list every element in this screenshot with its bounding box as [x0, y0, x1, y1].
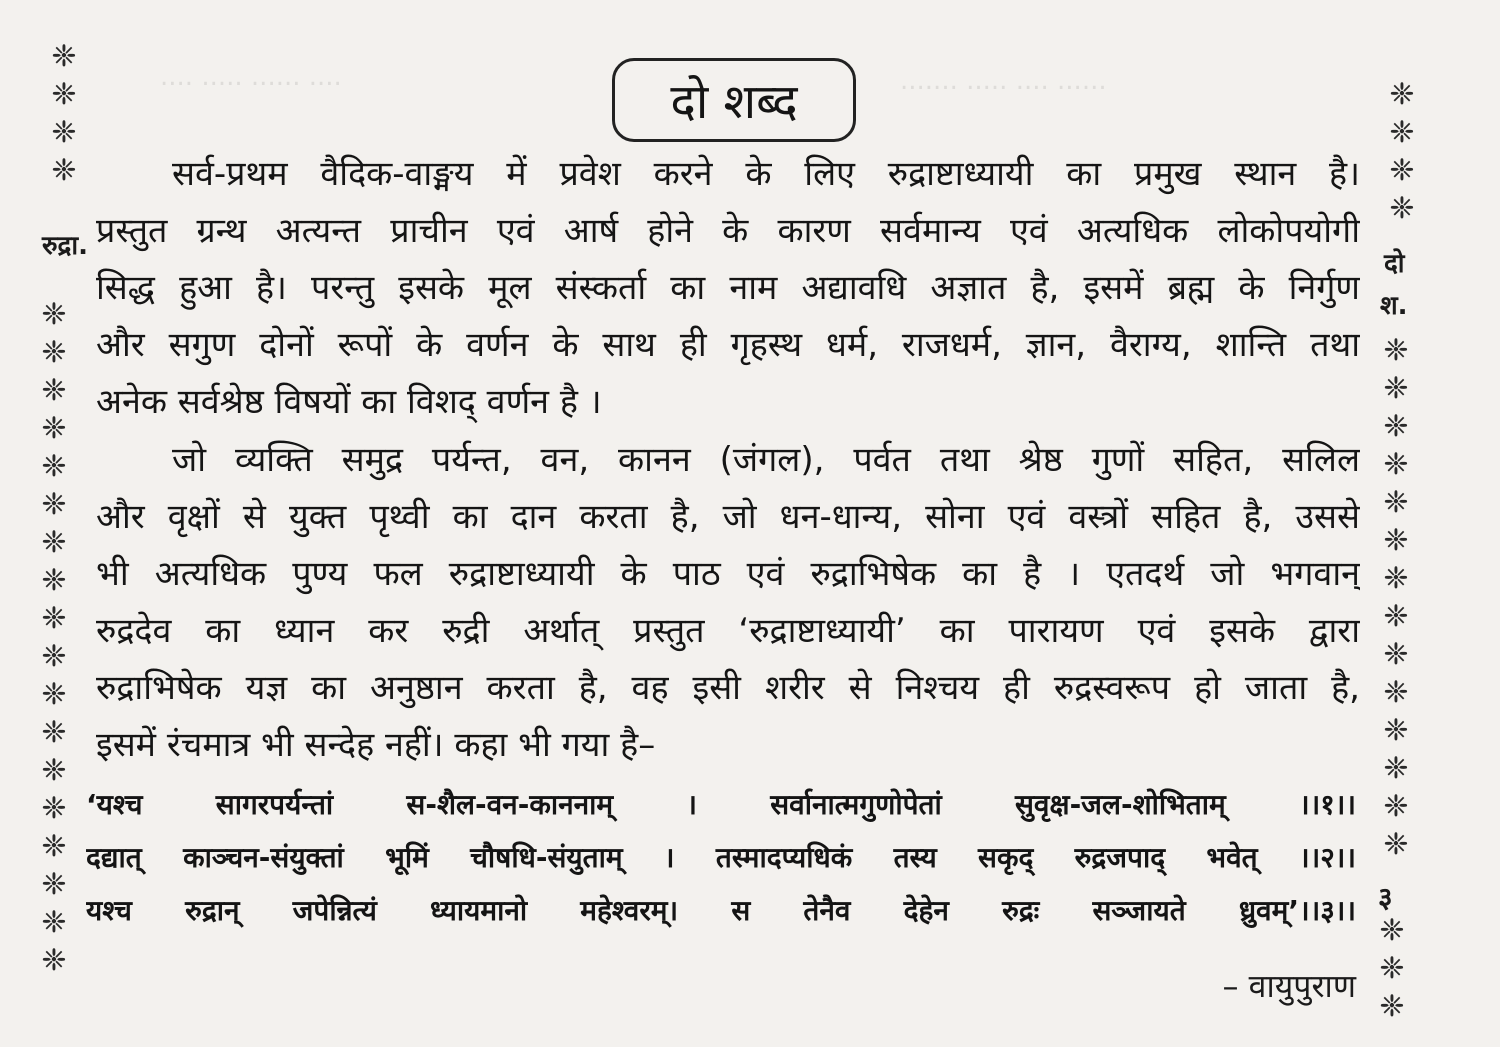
border-ornament: ❈ [1389, 115, 1415, 150]
border-ornament: ❈ [1383, 827, 1409, 862]
page-title-box [612, 58, 856, 142]
border-ornament: ❈ [41, 639, 67, 674]
border-ornament: ❈ [51, 153, 77, 188]
paragraph-line: अनेक सर्वश्रेष्ठ विषयों का विशद् वर्णन है । [96, 382, 602, 422]
left-decorative-border-top [38, 38, 90, 190]
verse-line: यश्च रुद्रान् जपेन्नित्यं ध्यायमानो महेश्वरम्। स तेनैव देहेन रुद्रः सञ्जायते ध्रुवम्’।।३।। [86, 894, 1356, 927]
paragraph-line: रुद्राभिषेक यज्ञ का अनुष्ठान करता है, वह इसी शरीर से निश्चय ही रुद्रस्वरूप हो जाता है, [96, 668, 1360, 708]
left-decorative-border-bottom [28, 296, 80, 980]
border-ornament: ❈ [1379, 951, 1405, 986]
right-decorative-border-bottom [1366, 912, 1418, 1026]
border-ornament: ❈ [1389, 191, 1415, 226]
border-ornament: ❈ [41, 601, 67, 636]
paragraph-line: सर्व-प्रथम वैदिक-वाङ्मय में प्रवेश करने के लिए रुद्राष्टाध्यायी का प्रमुख स्थान है। [172, 154, 1360, 194]
right-margin-label-bottom: श. [1380, 291, 1408, 321]
border-ornament: ❈ [41, 791, 67, 826]
paragraph-line: और वृक्षों से युक्त पृथ्वी का दान करता है, जो धन-धान्य, सोना एवं वस्त्रों सहित है, उससे [96, 497, 1360, 537]
left-margin-label: रुद्रा. [42, 231, 88, 261]
border-ornament: ❈ [41, 867, 67, 902]
border-ornament: ❈ [1389, 153, 1415, 188]
border-ornament: ❈ [1383, 523, 1409, 558]
border-ornament: ❈ [1383, 751, 1409, 786]
border-ornament: ❈ [41, 563, 67, 598]
paragraph-line: भी अत्यधिक पुण्य फल रुद्राष्टाध्यायी के पाठ एवं रुद्राभिषेक का है । एतदर्थ जो भगवान् [96, 554, 1360, 594]
border-ornament: ❈ [41, 411, 67, 446]
border-ornament: ❈ [51, 77, 77, 112]
border-ornament: ❈ [1383, 789, 1409, 824]
bleed-through-text: .... ..... ...... .... [160, 62, 342, 92]
paragraph-1 [96, 146, 1360, 431]
border-ornament: ❈ [1383, 371, 1409, 406]
border-ornament: ❈ [1383, 485, 1409, 520]
border-ornament: ❈ [1383, 637, 1409, 672]
paragraph-line: जो व्यक्ति समुद्र पर्यन्त, वन, कानन (जंगल), पर्वत तथा श्रेष्ठ गुणों सहित, सलिल [172, 440, 1360, 480]
border-ornament: ❈ [41, 335, 67, 370]
border-ornament: ❈ [51, 39, 77, 74]
border-ornament: ❈ [41, 905, 67, 940]
border-ornament: ❈ [1383, 599, 1409, 634]
border-ornament: ❈ [41, 449, 67, 484]
verse-attribution: – वायुपुराण [1222, 967, 1356, 1005]
right-decorative-border-middle [1370, 332, 1422, 864]
border-ornament: ❈ [41, 677, 67, 712]
border-ornament: ❈ [41, 753, 67, 788]
paragraph-line: प्रस्तुत ग्रन्थ अत्यन्त प्राचीन एवं आर्ष होने के कारण सर्वमान्य एवं अत्यधिक लोकोपयोगी [96, 211, 1360, 251]
border-ornament: ❈ [41, 829, 67, 864]
verse-line: दद्यात् काञ्चन-संयुक्तां भूमिं चौषधि-संयुताम् । तस्मादप्यधिकं तस्य सकृद् रुद्रजपाद् भवेत् ।।२।। [86, 841, 1356, 874]
bleed-through-text: ....... ..... .... ...... [900, 66, 1107, 96]
border-ornament: ❈ [41, 525, 67, 560]
border-ornament: ❈ [1379, 913, 1405, 948]
page-number: ३ [1378, 881, 1393, 914]
border-ornament: ❈ [41, 487, 67, 522]
border-ornament: ❈ [41, 943, 67, 978]
verse-block [86, 778, 1356, 937]
paragraph-line: सिद्ध हुआ है। परन्तु इसके मूल संस्कर्ता का नाम अद्यावधि अज्ञात है, इसमें ब्रह्म के निर्गुण [96, 268, 1360, 308]
paragraph-line: और सगुण दोनों रूपों के वर्णन के साथ ही गृहस्थ धर्म, राजधर्म, ज्ञान, वैराग्य, शान्ति तथा [96, 325, 1360, 365]
border-ornament: ❈ [41, 297, 67, 332]
right-decorative-border-top [1376, 76, 1428, 228]
border-ornament: ❈ [1383, 333, 1409, 368]
border-ornament: ❈ [41, 715, 67, 750]
border-ornament: ❈ [1383, 713, 1409, 748]
border-ornament: ❈ [1379, 989, 1405, 1024]
border-ornament: ❈ [1383, 561, 1409, 596]
border-ornament: ❈ [1383, 447, 1409, 482]
border-ornament: ❈ [1389, 77, 1415, 112]
right-margin-label-top: दो [1384, 249, 1405, 279]
paragraph-line: इसमें रंचमात्र भी सन्देह नहीं। कहा भी गया है– [96, 725, 656, 765]
paragraph-line: रुद्रदेव का ध्यान कर रुद्री अर्थात् प्रस्तुत ‘रुद्राष्टाध्यायी’ का पारायण एवं इसके द्वारा [96, 611, 1360, 651]
border-ornament: ❈ [41, 373, 67, 408]
verse-line: ‘यश्च सागरपर्यन्तां स-शैल-वन-काननाम् । सर्वानात्मगुणोपेतां सुवृक्ष-जल-शोभिताम् ।।१।। [86, 788, 1356, 821]
paragraph-2 [96, 432, 1360, 774]
border-ornament: ❈ [51, 115, 77, 150]
page-title: दो शब्द [670, 73, 798, 130]
border-ornament: ❈ [1383, 409, 1409, 444]
border-ornament: ❈ [1383, 675, 1409, 710]
